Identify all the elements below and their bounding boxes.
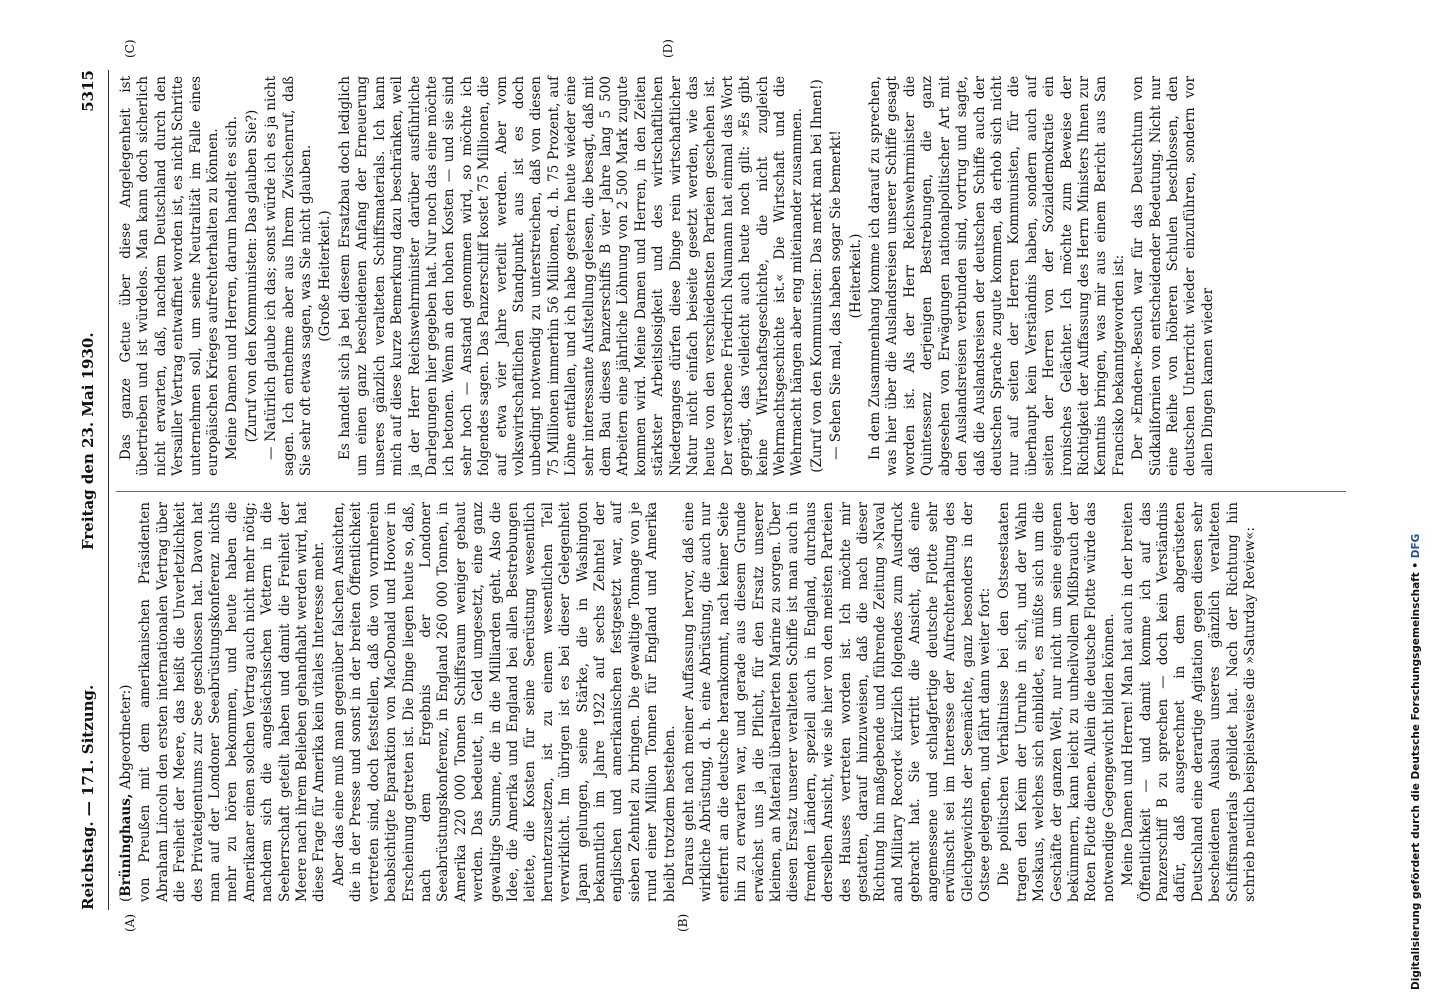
right-column bbox=[118, 76, 1219, 476]
interjection: (Zuruf von den Kommunisten: Das glauben Sie?) bbox=[243, 109, 260, 443]
margin-letter-d: (D) bbox=[661, 39, 675, 58]
paragraph: Meine Damen und Herren! Man hat auch in der breiten Öffentlichkeit — und damit komme ich auf das Panzerschiff B zu sprechen — doch kein Verständnis dafür, daß ausgerechnet in dem abgerüsteten Deutschland eine derartige Agitation gegen diesen sehr bescheidenen Ausbau unseres gänzlich veralteten Schiffsmaterials gebildet hat. Nach der Richtung hin schrieb neulich beispielsweise die »Saturday Review«: bbox=[1120, 502, 1258, 902]
quoted-paragraph: Das ganze Getue über diese Angelegenheit ist übertrieben und ist würdelos. Man kann doch sicherlich nicht erwarten, daß, nachdem Deutschland durch den Versailler Vertrag entwaffnet worden ist, es nicht Schritte unternehmen soll, um seine Neutralität im Falle eines europäischen Krieges aufrechterhalten zu können. bbox=[118, 76, 222, 476]
paragraph: Es handelt sich ja bei diesem Ersatzbau doch lediglich um einen ganz bescheidenen Anfang der Erneuerung unseres gänzlich veralteten Schiffsmaterials. Ich kann mich auf diese kurze Bemerkung dazu beschränken, weil ja der Herr Reichswehrminister darüber ausführliche Darlegungen hier gegeben hat. Nur noch das eine möchte ich betonen. Wenn an den hohen Kosten — und sie sind sehr hoch — Anstand genommen wird, so möchte ich folgendes sagen. Das Panzerschiff kostet 75 Millionen, die auf etwa vier Jahre verteilt werden. Aber vom volkswirtschaftlichen Standpunkt aus ist es doch unbedingt notwendig zu unterstreichen, daß von diesen 75 Millionen immerhin 56 Millionen, d. h. 75 Prozent, auf Löhne entfallen, und ich habe gestern heute wieder eine sehr interessante Aufstellung gelesen, die besagt, daß mit dem Bau dieses Panzerschiffs B vier Jahre lang 5 500 Arbeitern eine jährliche Löhnung von 2 500 Mark zugute kommen wird. Meine Damen und Herren, in den Zeiten stärkster Arbeitslosigkeit und des wirtschaftlichen Niederganges dürfen diese Dinge rein wirtschaftlicher Natur nicht einfach beiseite gesetzt werden, wie das heute von den verschiedensten Parteien geschehen ist. Der verstorbene Friedrich Naumann hat einmal das Wort geprägt, das vielleicht auch heute noch gilt: »Es gibt keine Wirtschaftsgeschichte, die nicht zugleich Wehrmachtsgeschichte ist.« Die Wirtschaft und die Wehrmacht hängen aber eng miteinander zusammen. bbox=[336, 76, 806, 476]
digitization-credit bbox=[1408, 10, 1428, 990]
header-rule bbox=[108, 70, 109, 910]
paragraph: In dem Zusammenhang komme ich darauf zu sprechen, was hier über die Auslandsreisen unserer Schiffe gesagt worden ist. Als der Herr Reichswehrminister die Quintessenz derjenigen Bestrebungen, die ganz abgesehen von Erwägungen nationalpolitischer Art mit den Auslandsreisen verbunden sind, vortrug und sagte, daß die Auslandsreisen der deutschen Schiffe auch der deutschen Sprache zugute kommen, da erhob sich nicht nur auf seiten der Herren Kommunisten, für die überhaupt kein Verständnis haben, sondern auch auf seiten der Herren von der Sozialdemokratie ein ironisches Gelächter. Ich möchte zum Beweise der Richtigkeit der Auffassung des Herrn Ministers Ihnen zur Kenntnis bringen, was mir aus einem Bericht aus San Francisko bekanntgeworden ist: bbox=[867, 76, 1127, 476]
paragraph: Daraus geht nach meiner Auffassung hervor, daß eine wirkliche Abrüstung, d. h. eine Abrüstung, die auch nur entfernt an die deutsche herankommt, nach keiner Seite hin zu erwarten war, und gerade aus diesem Grunde erwächst uns ja die Pflicht, für den Ersatz unserer kleinen, an Material überalterten Marine zu sorgen. Über diesen Ersatz unserer veralteten Schiffe ist man auch in fremden Ländern, speziell auch in England, durchaus derselben Ansicht, wie sie hier von den meisten Parteien des Hauses vertreten worden ist. Ich möchte mir gestatten, darauf hinzuweisen, daß die nach dieser Richtung hin maßgebende und führende Zeitung »Naval and Military Record« kürzlich folgendes zum Ausdruck gebracht hat. Sie vertritt die Ansicht, daß eine angemessene und schlagfertige deutsche Flotte sehr erwünscht sei im Interesse der Aufrechterhaltung des Gleichgewichts der Seemächte, ganz besonders in der Ostsee gelegenen, und fährt dann weiter fort: bbox=[681, 502, 993, 902]
speaker-name: Brüninghaus, bbox=[118, 793, 134, 897]
speaker-role: Abgeordneter: bbox=[118, 689, 134, 790]
margin-letter-c: (C) bbox=[123, 39, 137, 58]
paragraph: — Natürlich glaube ich das; sonst würde ich es ja nicht sagen. Ich entnehme aber aus Ihrem Zwischenruf, daß Sie sehr oft etwas sagen, was Sie nicht glauben. bbox=[263, 76, 315, 476]
page-number: 5315 bbox=[79, 70, 97, 112]
margin-letter-a: (A) bbox=[123, 913, 137, 932]
interjection: (Heiterkeit.) bbox=[847, 233, 864, 319]
paragraph: — Sehen Sie mal, das haben sogar Sie bemerkt! bbox=[828, 130, 845, 460]
dfg-logo: DFG bbox=[1410, 533, 1422, 559]
credit-text: Digitalisierung gefördert durch die Deutsche Forschungsgemeinschaft • bbox=[1410, 561, 1422, 990]
column-divider bbox=[116, 491, 1346, 492]
paragraph: Meine Damen und Herren, darum handelt es sich. bbox=[224, 115, 241, 460]
paragraph: von Preußen mit dem amerikanischen Präsidenten Abraham Lincoln den ersten internationalen Vertrag über die Freiheit der Meere, das heißt die Unverletzlichkeit des Privateigentums zur See geschlossen hat. Davon hat man auf der Londoner Seeabrüstungskonferenz nichts mehr zu hören bekommen, und heute haben die Amerikaner einen solchen Vertrag auch nicht mehr nötig; nachdem sich die angelsächsischen Vettern in die Seeherrschaft geteilt haben und damit die Freiheit der Meere nach ihrem Belieben gehandhabt werden wird, hat diese Frage für Amerika kein vitales Interesse mehr. bbox=[137, 502, 328, 902]
paragraph: Aber das eine muß man gegenüber falschen Ansichten, die in der Presse und sonst in der breiten Öffentlichkeit vertreten sind, doch feststellen, daß die von vornherein beabsichtigte Eparaktion von MacDonald und Hoover in Erscheinung getreten ist. Die Dinge liegen heute so, daß, nach dem Ergebnis der Londoner Seeabrüstungskonferenz, in England 260 000 Tonnen, in Amerika 220 000 Tonnen Schiffsraum weniger gebaut werden. Das bedeutet, in Geld umgesetzt, eine ganz gewaltige Summe, die in die Milliarden geht. Also die Idee, die Amerika und England bei allen Bestrebungen leitete, die Kosten für seine Seerüstung wesentlich herunterzusetzen, ist zu einem wesentlichen Teil verwirklicht. Im übrigen ist es bei dieser Gelegenheit Japan gelungen, seine Stärke, die in Washington bekanntlich im Jahre 1922 auf sechs Zehntel der englischen und amerikanischen festgesetzt war, auf sieben Zehntel zu bringen. Die gewaltige Tonnage von je rund einer Million Tonnen für England und Amerika bleibt trotzdem bestehen. bbox=[330, 502, 678, 902]
rotated-page-content bbox=[60, 39, 1370, 950]
session-date: Freitag den 23. Mai 1930. bbox=[79, 332, 97, 550]
speaker-line: (Brüninghaus, Abgeordneter:) bbox=[118, 684, 134, 902]
margin-letter-b: (B) bbox=[676, 913, 690, 932]
interjection: (Große Heiterkeit.) bbox=[317, 210, 334, 342]
quoted-paragraph: Der »Emden«-Besuch war für das Deutschtum von Südkalifornien von entscheidender Bedeutung. Nicht nur eine Reihe von höheren Schulen beschlossen, den deutschen Unterricht wieder einzuführen, sondern vor allen Dingen kamen wieder bbox=[1130, 76, 1216, 476]
left-column bbox=[118, 502, 1261, 902]
interjection: (Zuruf von den Kommunisten: Das merkt man bei Ihnen!) bbox=[808, 79, 825, 473]
page-header bbox=[80, 70, 104, 910]
running-head: Reichstag. — 171. Sitzung. bbox=[79, 684, 97, 910]
quoted-paragraph: Die politischen Verhältnisse bei den Ostseestaaten tragen den Keim der Unruhe in sich, und der Wahn Moskaus, welches sich einbildet, es müßte sich um die Geschäfte der ganzen Welt, nur nicht um seine eigenen bekümmern, kann leicht zu unheilvollem Mißbrauch der Roten Flotte dienen. Allein die deutsche Flotte würde das notwendige Gegengewicht bilden können. bbox=[996, 502, 1117, 902]
